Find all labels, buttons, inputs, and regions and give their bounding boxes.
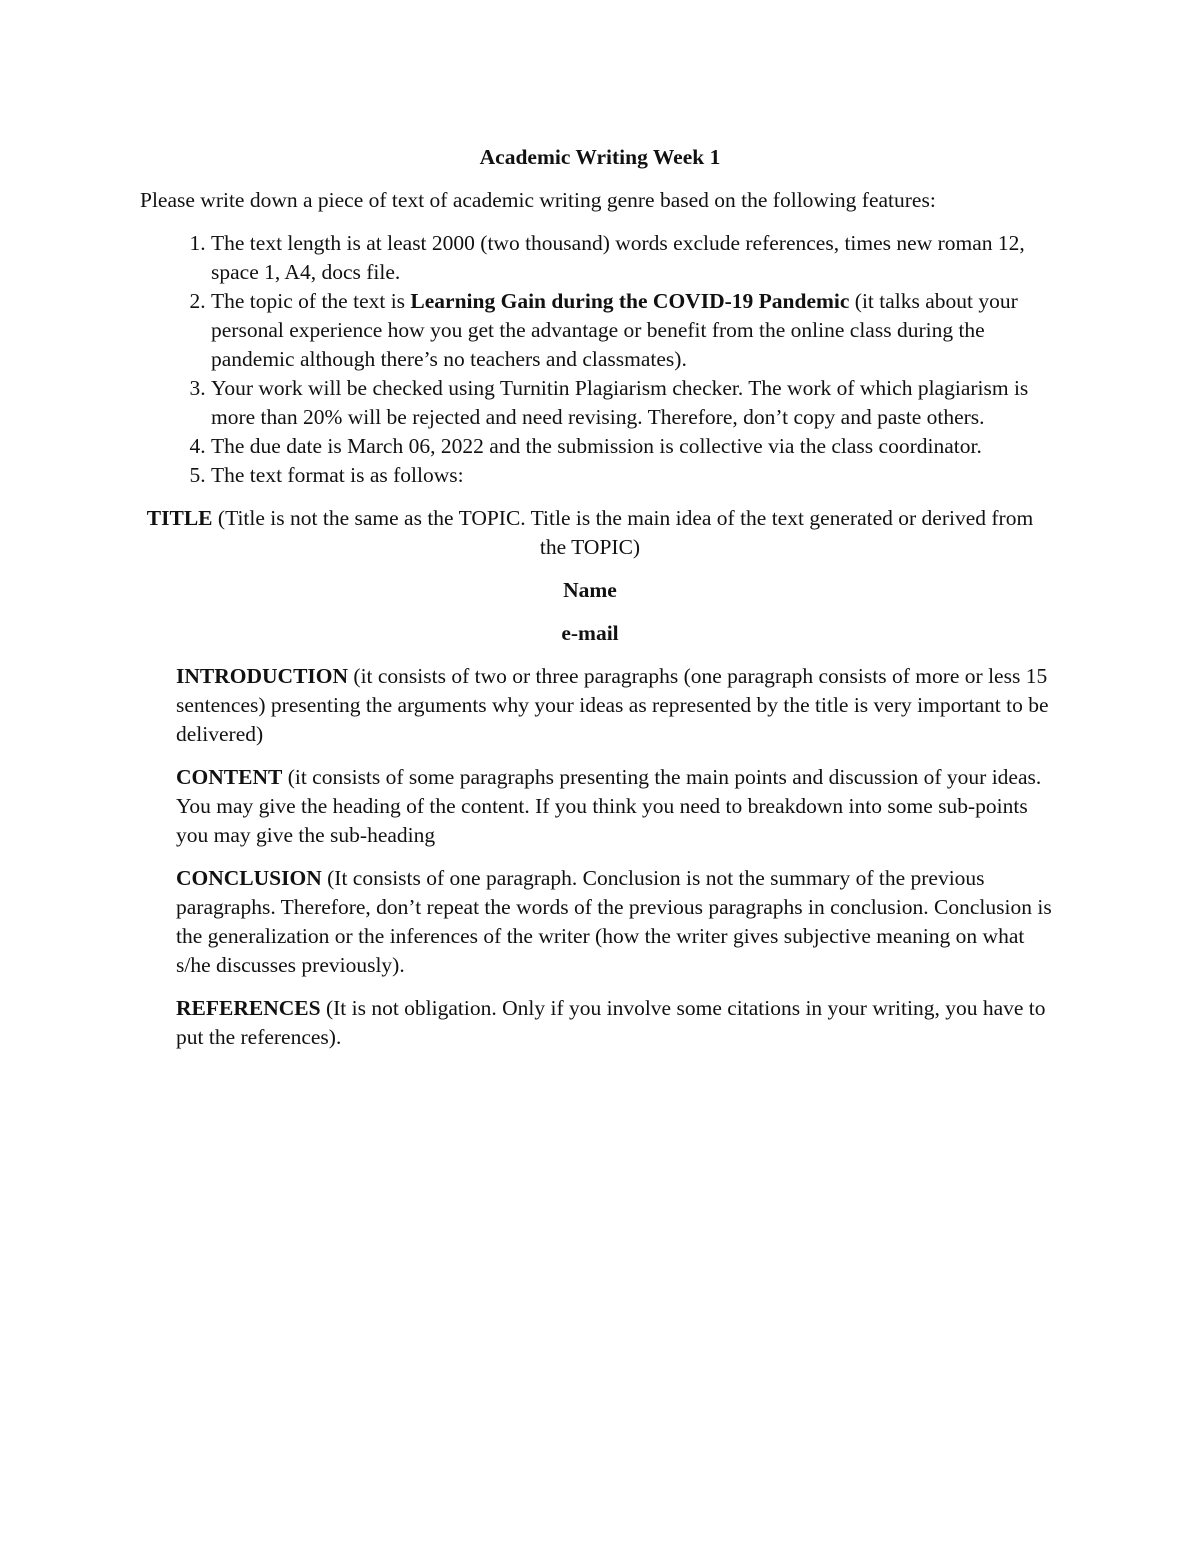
- title-description: (Title is not the same as the TOPIC. Title is the main idea of the text generated or derived from the TOPIC): [212, 506, 1034, 559]
- section-description: (it consists of some paragraphs presenting the main points and discussion of your ideas. You may give the heading of the content. If you think you need to breakdown into some sub-points you may give the sub-heading: [176, 765, 1042, 847]
- title-label: TITLE: [146, 506, 213, 530]
- name-label: Name: [563, 578, 617, 602]
- section-references: [176, 994, 1060, 1052]
- format-title-line: [140, 504, 1040, 562]
- instructions-intro: Please write down a piece of text of academic writing genre based on the following features:: [140, 188, 936, 212]
- section-conclusion: [176, 864, 1060, 980]
- feature-item: 4. The due date is March 06, 2022 and the submission is collective via the class coordinator.: [211, 432, 1060, 461]
- feature-item: 1. The text length is at least 2000 (two thousand) words exclude references, times new roman 12, space 1, A4, docs file.: [211, 229, 1060, 287]
- section-description: (It is not obligation. Only if you involve some citations in your writing, you have to put the references).: [176, 996, 1046, 1049]
- feature-item: 2. The topic of the text is Learning Gain during the COVID-19 Pandemic (it talks about your personal experience how you get the advantage or benefit from the online class during the pandemic although there’s no teachers and classmates).: [211, 287, 1060, 374]
- format-email-line: [140, 619, 1040, 648]
- document-body: [140, 143, 1060, 1066]
- section-label: REFERENCES: [176, 996, 321, 1020]
- feature-item: 3. Your work will be checked using Turnitin Plagiarism checker. The work of which plagiarism is more than 20% will be rejected and need revising. Therefore, don’t copy and paste others.: [211, 374, 1060, 432]
- section-label: CONTENT: [176, 765, 283, 789]
- section-description: (It consists of one paragraph. Conclusion is not the summary of the previous paragraphs. Therefore, don’t repeat the words of the previous paragraphs in conclusion. Conclusion is the generalization or the inferences of the writer (how the writer gives subjective meaning on what s/he discusses previously).: [176, 866, 1052, 977]
- section-content: [176, 763, 1060, 850]
- format-name-line: [140, 576, 1040, 605]
- topic-text: Learning Gain during the COVID-19 Pandemic: [410, 289, 850, 313]
- section-introduction: [176, 662, 1060, 749]
- section-description: (it consists of two or three paragraphs (one paragraph consists of more or less 15 sentences) presenting the arguments why your ideas as represented by the title is very important to be delivered): [176, 664, 1049, 746]
- section-label: CONCLUSION: [176, 866, 322, 890]
- document-title: Academic Writing Week 1: [479, 145, 721, 169]
- email-label: e-mail: [561, 621, 619, 645]
- feature-item: 5. The text format is as follows:: [211, 461, 1060, 490]
- feature-list: [140, 229, 1060, 490]
- section-label: INTRODUCTION: [176, 664, 349, 688]
